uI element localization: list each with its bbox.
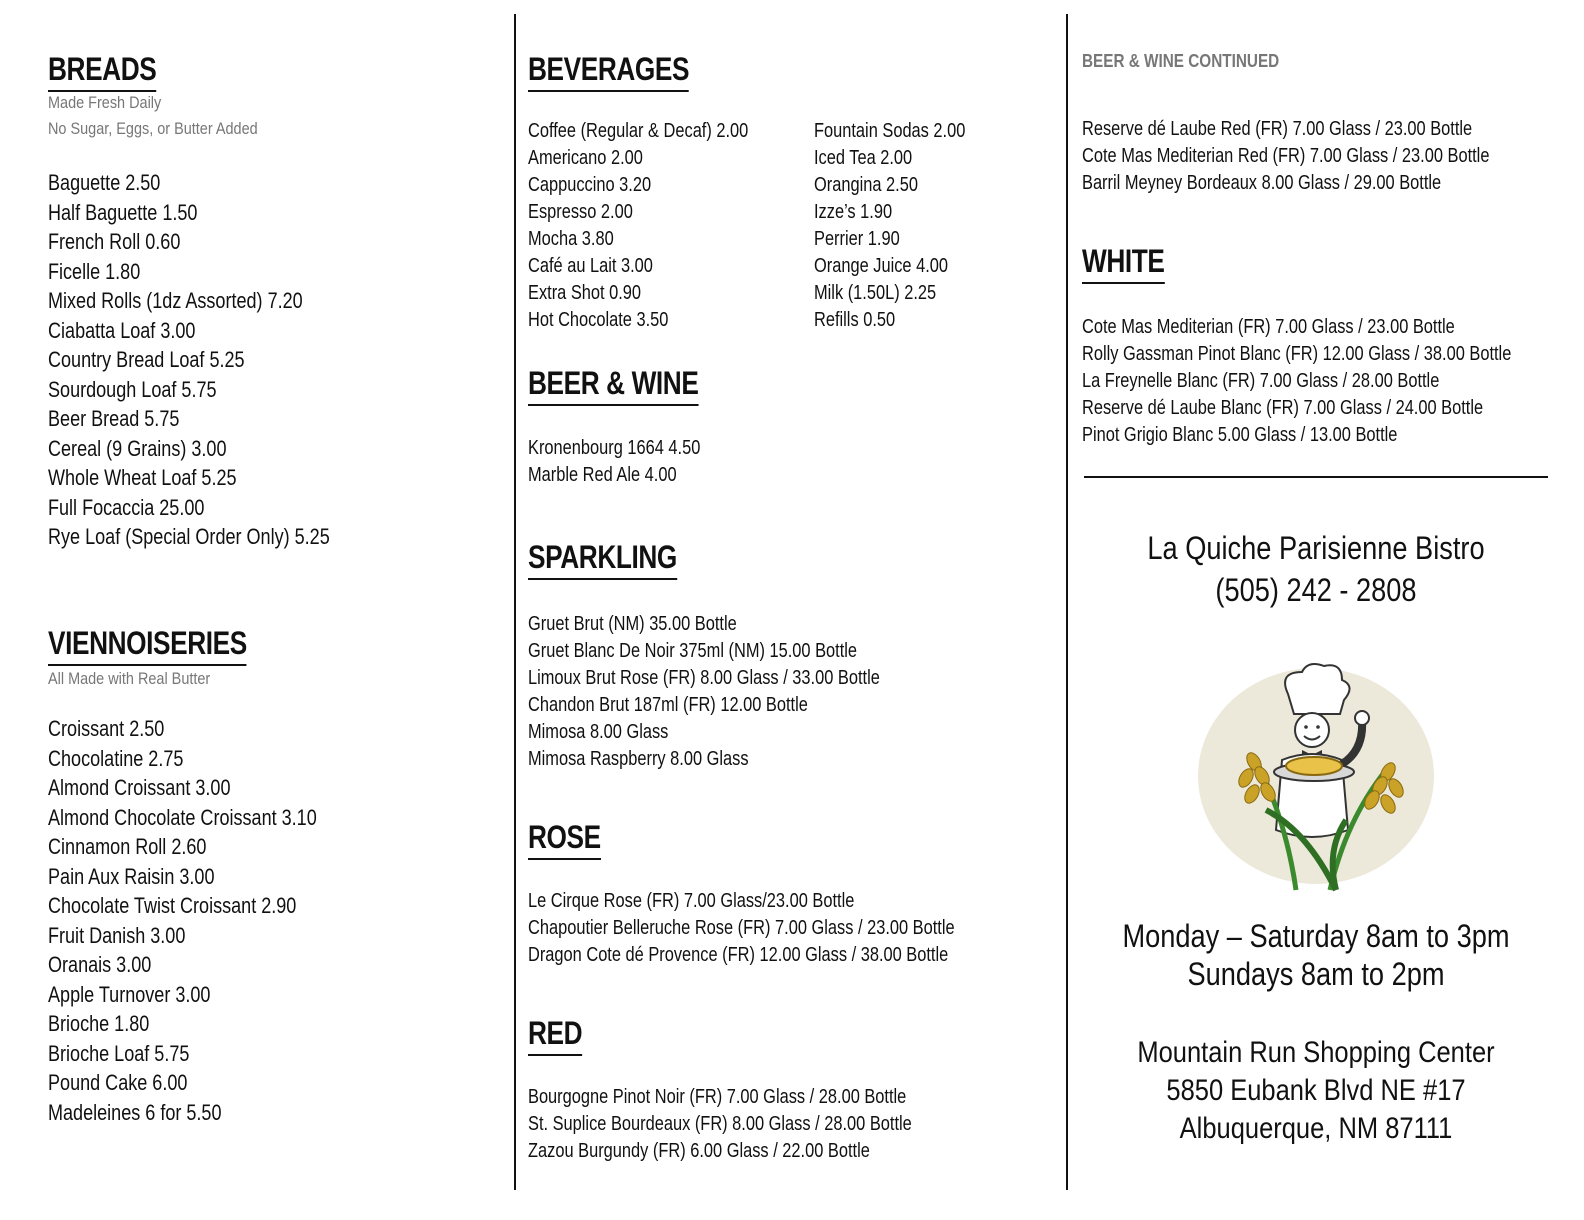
menu-item: St. Suplice Bourdeaux (FR) 8.00 Glass / 28.00 Bottle — [528, 1113, 912, 1135]
menu-item: Fruit Danish 3.00 — [48, 922, 186, 948]
menu-item: Orange Juice 4.00 — [814, 255, 949, 277]
menu-item: Le Cirque Rose (FR) 7.00 Glass/23.00 Bottle — [528, 890, 855, 912]
menu-item: Brioche Loaf 5.75 — [48, 1040, 190, 1066]
menu-item: Iced Tea 2.00 — [814, 147, 913, 169]
menu-item: Brioche 1.80 — [48, 1011, 150, 1036]
menu-item: Reserve dé Laube Red (FR) 7.00 Glass / 23.00 Bottle — [1082, 118, 1473, 140]
white-list — [1082, 314, 1584, 449]
menu-item: Cappuccino 3.20 — [528, 174, 652, 196]
menu-item: Chandon Brut 187ml (FR) 12.00 Bottle — [528, 694, 808, 716]
menu-item: Fountain Sodas 2.00 — [814, 120, 966, 142]
menu-item: Beer Bread 5.75 — [48, 406, 180, 431]
menu-item: Almond Croissant 3.00 — [48, 775, 231, 800]
menu-item: Country Bread Loaf 5.25 — [48, 347, 245, 372]
restaurant-phone: (505) 242 - 2808 — [1215, 572, 1417, 608]
menu-item: Croissant 2.50 — [48, 716, 165, 741]
beer-wine-heading: BEER & WINE — [528, 364, 698, 406]
menu-item: Chocolatine 2.75 — [48, 745, 184, 771]
menu-item: Mimosa 8.00 Glass — [528, 721, 669, 743]
menu-item: Mocha 3.80 — [528, 228, 614, 250]
sparkling-list — [528, 611, 957, 773]
breads-heading: BREADS — [48, 50, 156, 92]
chef-logo — [1196, 660, 1440, 892]
menu-item: Chapoutier Belleruche Rose (FR) 7.00 Glass / 23.00 Bottle — [528, 917, 955, 939]
beverages-heading: BEVERAGES — [528, 50, 689, 92]
menu-item: Whole Wheat Loaf 5.25 — [48, 465, 237, 490]
breads-list — [48, 168, 392, 552]
menu-item: Baguette 2.50 — [48, 170, 161, 195]
menu-item: Barril Meyney Bordeaux 8.00 Glass / 29.00 Bottle — [1082, 172, 1442, 194]
menu-item: Pound Cake 6.00 — [48, 1070, 188, 1095]
menu-item: French Roll 0.60 — [48, 229, 181, 254]
column-divider-left — [514, 14, 516, 1190]
address-line-2: 5850 Eubank Blvd NE #17 — [1166, 1074, 1466, 1107]
menu-item: Pain Aux Raisin 3.00 — [48, 863, 215, 889]
menu-item: Cereal (9 Grains) 3.00 — [48, 435, 227, 461]
menu-item: Half Baguette 1.50 — [48, 199, 198, 225]
breads-subtitle-1: Made Fresh Daily — [48, 93, 162, 112]
menu-item: Apple Turnover 3.00 — [48, 981, 211, 1007]
menu-item: Oranais 3.00 — [48, 952, 152, 977]
info-divider — [1084, 476, 1548, 478]
menu-item: Chocolate Twist Croissant 2.90 — [48, 893, 297, 918]
red-heading: RED — [528, 1014, 582, 1056]
rose-heading: ROSE — [528, 818, 601, 860]
menu-item: Gruet Blanc De Noir 375ml (NM) 15.00 Bottle — [528, 640, 858, 662]
menu-item: Espresso 2.00 — [528, 201, 633, 223]
menu-item: Dragon Cote dé Provence (FR) 12.00 Glass / 38.00 Bottle — [528, 944, 949, 966]
menu-item: Gruet Brut (NM) 35.00 Bottle — [528, 613, 737, 635]
menu-item: Americano 2.00 — [528, 147, 643, 169]
menu-item: Full Focaccia 25.00 — [48, 494, 205, 520]
menu-item: Mimosa Raspberry 8.00 Glass — [528, 748, 749, 770]
hours-weekdays: Monday – Saturday 8am to 3pm — [1122, 918, 1510, 954]
menu-item: Izze’s 1.90 — [814, 201, 893, 223]
menu-item: Cinnamon Roll 2.60 — [48, 834, 207, 859]
menu-item: Kronenbourg 1664 4.50 — [528, 437, 701, 459]
menu-item: Rye Loaf (Special Order Only) 5.25 — [48, 524, 330, 549]
menu-item: Extra Shot 0.90 — [528, 282, 642, 304]
beer-wine-list — [528, 435, 738, 489]
beer-wine-continued-list — [1082, 116, 1579, 197]
menu-item: Ficelle 1.80 — [48, 258, 141, 284]
menu-item: Café au Lait 3.00 — [528, 255, 653, 277]
menu-item: Milk (1.50L) 2.25 — [814, 282, 937, 304]
menu-item: Ciabatta Loaf 3.00 — [48, 317, 196, 343]
menu-item: Almond Chocolate Croissant 3.10 — [48, 804, 317, 830]
beverages-list-left — [528, 118, 797, 334]
menu-item: Orangina 2.50 — [814, 174, 918, 196]
menu-item: Pinot Grigio Blanc 5.00 Glass / 13.00 Bottle — [1082, 424, 1398, 446]
menu-item: La Freynelle Blanc (FR) 7.00 Glass / 28.00 Bottle — [1082, 370, 1440, 392]
menu-item: Coffee (Regular & Decaf) 2.00 — [528, 120, 749, 142]
menu-item: Sourdough Loaf 5.75 — [48, 376, 217, 402]
column-divider-right — [1066, 14, 1068, 1190]
menu-item: Rolly Gassman Pinot Blanc (FR) 12.00 Glass / 38.00 Bottle — [1082, 343, 1512, 365]
menu-item: Madeleines 6 for 5.50 — [48, 1099, 222, 1125]
menu-item: Perrier 1.90 — [814, 228, 900, 250]
rose-list — [528, 888, 1048, 969]
menu-item: Bourgogne Pinot Noir (FR) 7.00 Glass / 28.00 Bottle — [528, 1086, 907, 1108]
menu-item: Refills 0.50 — [814, 309, 896, 331]
restaurant-name: La Quiche Parisienne Bistro — [1147, 530, 1485, 566]
hours-sunday: Sundays 8am to 2pm — [1187, 956, 1445, 992]
white-heading: WHITE — [1082, 242, 1164, 284]
breads-subtitle-2: No Sugar, Eggs, or Butter Added — [48, 119, 258, 138]
menu-item: Mixed Rolls (1dz Assorted) 7.20 — [48, 288, 303, 313]
red-list — [528, 1084, 996, 1165]
menu-item: Cote Mas Mediterian (FR) 7.00 Glass / 23.00 Bottle — [1082, 316, 1455, 338]
menu-item: Reserve dé Laube Blanc (FR) 7.00 Glass / 24.00 Bottle — [1082, 397, 1484, 419]
menu-item: Cote Mas Mediterian Red (FR) 7.00 Glass / 23.00 Bottle — [1082, 145, 1490, 167]
address-line-1: Mountain Run Shopping Center — [1137, 1036, 1495, 1069]
beer-wine-continued-label: BEER & WINE CONTINUED — [1082, 51, 1280, 71]
viennoiseries-heading: VIENNOISERIES — [48, 624, 247, 666]
menu-item: Zazou Burgundy (FR) 6.00 Glass / 22.00 Bottle — [528, 1140, 870, 1162]
sparkling-heading: SPARKLING — [528, 538, 677, 580]
menu-item: Marble Red Ale 4.00 — [528, 464, 677, 486]
viennoiseries-subtitle: All Made with Real Butter — [48, 669, 211, 688]
viennoiseries-list — [48, 714, 376, 1127]
menu-item: Limoux Brut Rose (FR) 8.00 Glass / 33.00 Bottle — [528, 667, 880, 689]
menu-item: Hot Chocolate 3.50 — [528, 309, 669, 331]
address-line-3: Albuquerque, NM 87111 — [1179, 1112, 1453, 1145]
beverages-list-right — [814, 118, 999, 334]
